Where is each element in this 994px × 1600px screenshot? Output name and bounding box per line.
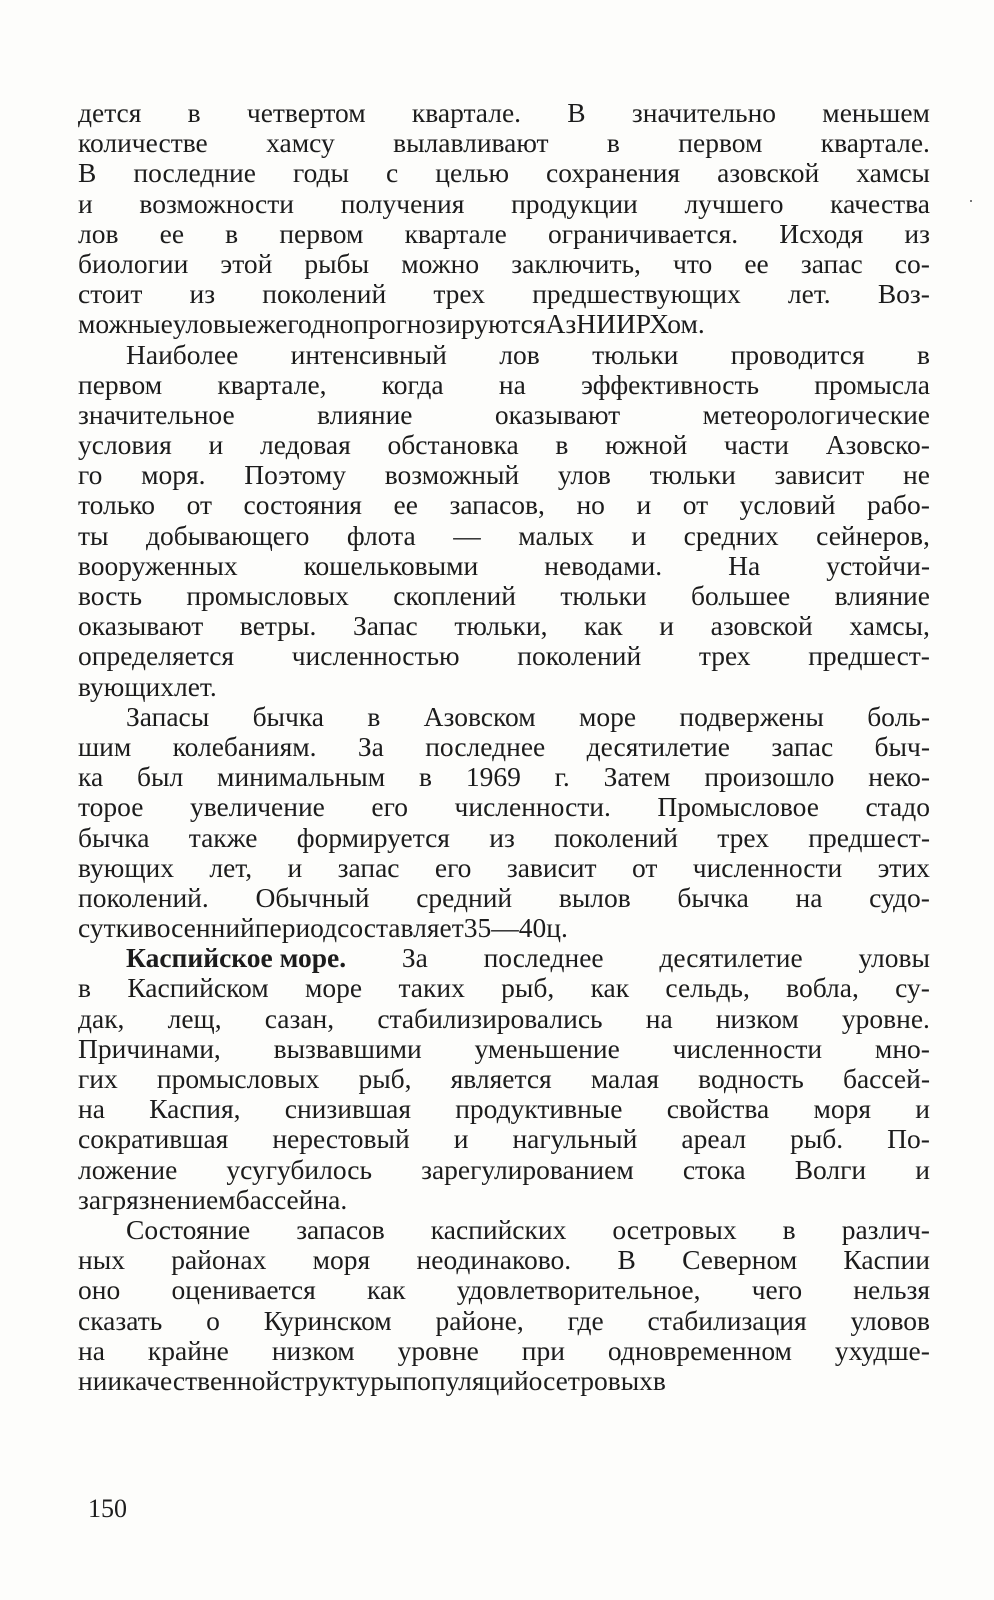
section-heading: Каспийское море.	[126, 942, 347, 974]
text-line: ных районах моря неодинаково. В Северном Каспии	[78, 1244, 930, 1276]
text-line: вующих лет.	[78, 670, 217, 702]
text-line: Запасы бычка в Азовском море подвержены боль-	[126, 700, 930, 732]
text-line: дется в четвертом квартале. В значительно меньшем	[78, 97, 930, 128]
text-line: сутки в осенний период составляет 35—40 ц.	[78, 912, 568, 944]
text-line: количестве хамсу вылавливают в первом квартале.	[78, 127, 930, 159]
text-line: загрязнением бассейна.	[78, 1183, 348, 1215]
text-line: гих промысловых рыб, является малая водность бассей-	[78, 1063, 930, 1094]
text-line: на крайне низком уровне при одновременном ухудше-	[78, 1334, 930, 1366]
text-line: первом квартале, когда на эффективность промысла	[78, 368, 930, 400]
text-line: ка был минимальным в 1969 г. Затем произошло неко-	[78, 761, 930, 793]
text-line: Состояние запасов каспийских осетровых в различ-	[126, 1213, 930, 1245]
text-line: определяется численностью поколений трех предшест-	[78, 640, 930, 672]
text-line: шим колебаниям. За последнее десятилетие запас быч-	[78, 730, 930, 762]
text-line: вооруженных кошельковыми неводами. На устойчи-	[78, 549, 930, 581]
text-line: поколений. Обычный средний вылов бычка на судо-	[78, 881, 930, 913]
text-line: сократившая нерестовый и нагульный ареал рыб. По-	[78, 1123, 930, 1155]
text-line: значительное влияние оказывают метеорологические	[78, 398, 930, 430]
text-line: оно оценивается как удовлетворительное, чего нельзя	[78, 1274, 930, 1306]
text-line: ты добывающего флота — малых и средних сейнеров,	[78, 519, 930, 551]
text-line: биологии этой рыбы можно заключить, что ее запас со-	[78, 247, 930, 279]
paragraph	[78, 702, 930, 944]
paragraph	[78, 340, 930, 702]
scan-speck	[970, 200, 972, 202]
text-line: вующих лет, и запас его зависит от численности этих	[78, 851, 930, 883]
text-line: лов ее в первом квартале ограничивается. Исходя из	[78, 217, 930, 249]
text-line: Причинами, вызвавшими уменьшение численности мно-	[78, 1032, 930, 1064]
text-line: бычка также формируется из поколений трех предшест-	[78, 821, 930, 853]
text-line: в Каспийском море таких рыб, как сельдь, вобла, су-	[78, 972, 930, 1004]
page-number: 150	[88, 1494, 127, 1523]
text-line: Каспийское море. За последнее десятилетие уловы	[126, 942, 930, 974]
text-line: оказывают ветры. Запас тюльки, как и азовской хамсы,	[78, 610, 930, 642]
text-line: Наиболее интенсивный лов тюльки проводится в	[126, 338, 930, 370]
text-line: вость промысловых скоплений тюльки большее влияние	[78, 580, 930, 611]
text-line: дак, лещ, сазан, стабилизировались на низком уровне.	[78, 1002, 930, 1034]
text-line: и возможности получения продукции лучшего качества	[78, 187, 930, 219]
text-line: только от состояния ее запасов, но и от условий рабо-	[78, 489, 930, 521]
text-line: стоит из поколений трех предшествующих лет. Воз-	[78, 278, 930, 310]
text-line: на Каспия, снизившая продуктивные свойства моря и	[78, 1093, 930, 1125]
text-line: го моря. Поэтому возможный улов тюльки зависит не	[78, 459, 930, 491]
text-line: сказать о Куринском районе, где стабилизация уловов	[78, 1304, 930, 1336]
text-line: можные уловы ежегодно прогнозируются АзНИИРХом.	[78, 308, 705, 340]
paragraph	[78, 98, 930, 340]
paragraph	[78, 943, 930, 1215]
text-line: торое увеличение его численности. Промысловое стадо	[78, 791, 930, 823]
text-line: В последние годы с целью сохранения азовской хамсы	[78, 157, 930, 189]
text-line: условия и ледовая обстановка в южной части Азовско-	[78, 429, 930, 461]
body-text	[78, 98, 930, 1396]
text-line: нии качественной структуры популяций осетровых в	[78, 1364, 666, 1396]
paragraph	[78, 1215, 930, 1396]
text-line: ложение усугубилось зарегулированием стока Волги и	[78, 1153, 930, 1185]
